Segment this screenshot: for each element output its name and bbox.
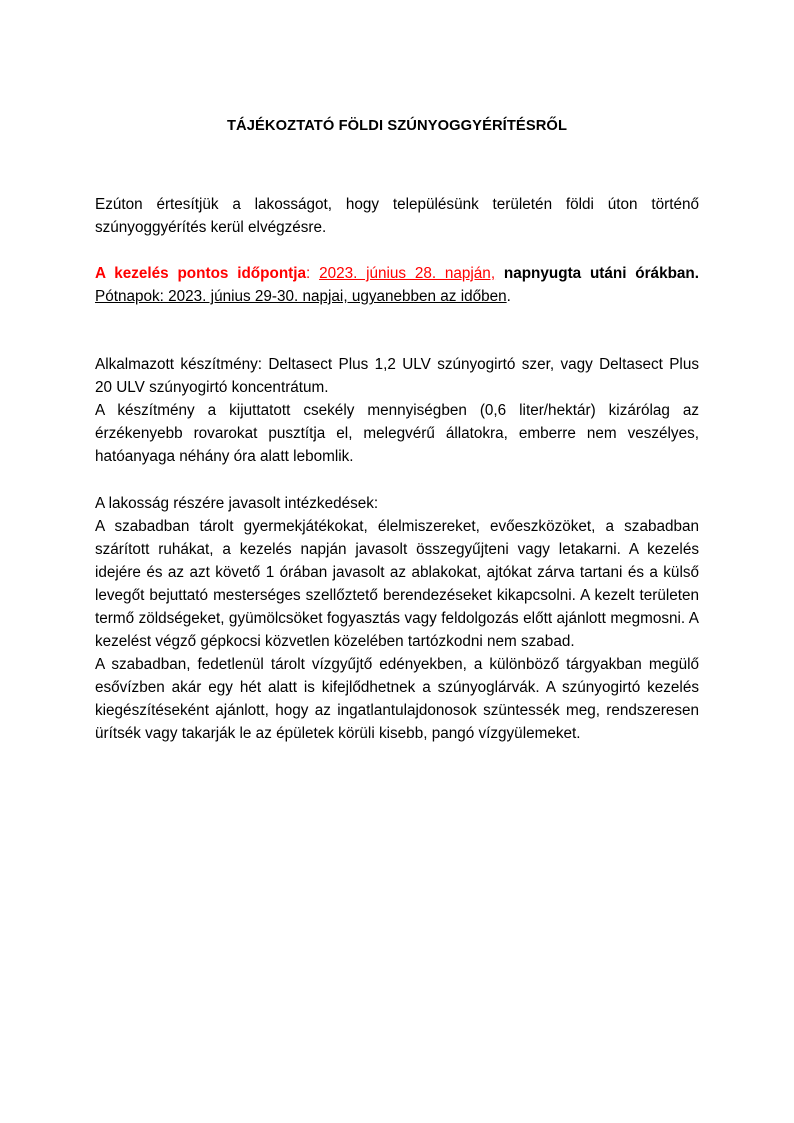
product-line-1: Alkalmazott készítmény: Deltasect Plus 1,2 ULV szúnyogirtó szer, vagy Deltasect Plus 20 ULV szúnyogirtó koncentrátum.	[95, 356, 699, 396]
measures-heading: A lakosság részére javasolt intézkedések:	[95, 495, 379, 512]
schedule-text	[95, 262, 699, 308]
intro-paragraph	[95, 193, 699, 239]
measures-paragraph-1: A szabadban tárolt gyermekjátékokat, élelmiszereket, evőeszközöket, a szabadban szárított ruhákat, a kezelés napján javasolt összegyűjteni vagy letakarni. A kezelés idejére és az azt követő 1 órában javasolt az ablakokat, ajtókat zárva tartani és a külső levegőt bejuttató mesterséges szellőztető berendezéseket kikapcsolni. A kezelt területen termő zöldségeket, gyümölcsöket fogyasztás vagy feldolgozás előtt ajánlott megmosni. A kezelést végző gépkocsi közvetlen közelében tartózkodni nem szabad.	[95, 518, 699, 650]
measures-section	[95, 492, 699, 745]
schedule-paragraph	[95, 262, 699, 308]
schedule-time: napnyugta utáni órákban.	[495, 265, 700, 282]
period: .	[506, 288, 511, 305]
measures-paragraph-2: A szabadban, fedetlenül tárolt vízgyűjtő edényekben, a különböző tárgyakban megülő esővízben akár egy hét alatt is kifejlődhetnek a szúnyoglárvák. A szúnyogirtó kezelés kiegészítéseként ajánlott, hogy az ingatlantulajdonosok szüntessék meg, rendszeresen ürítsék vagy takarják le az épületek körüli kisebb, pangó vízgyülemeket.	[95, 656, 699, 742]
schedule-colon: :	[306, 265, 320, 282]
schedule-date: 2023. június 28. napján,	[319, 265, 496, 282]
intro-text: Ezúton értesítjük a lakosságot, hogy településünk területén földi úton történő szúnyoggyérítés kerül elvégzésre.	[95, 196, 699, 236]
page-title: TÁJÉKOZTATÓ FÖLDI SZÚNYOGGYÉRÍTÉSRŐL	[226, 118, 568, 134]
schedule-label: A kezelés pontos időpontja	[95, 265, 307, 282]
product-line-2: A készítmény a kijuttatott csekély mennyiségben (0,6 liter/hektár) kizárólag az érzékenyebb rovarokat pusztítja el, melegvérű állatokra, emberre nem veszélyes, hatóanyaga néhány óra alatt lebomlik.	[95, 402, 699, 465]
product-section	[95, 353, 699, 468]
backup-days: Pótnapok: 2023. június 29-30. napjai, ugyanebben az időben	[95, 288, 507, 305]
